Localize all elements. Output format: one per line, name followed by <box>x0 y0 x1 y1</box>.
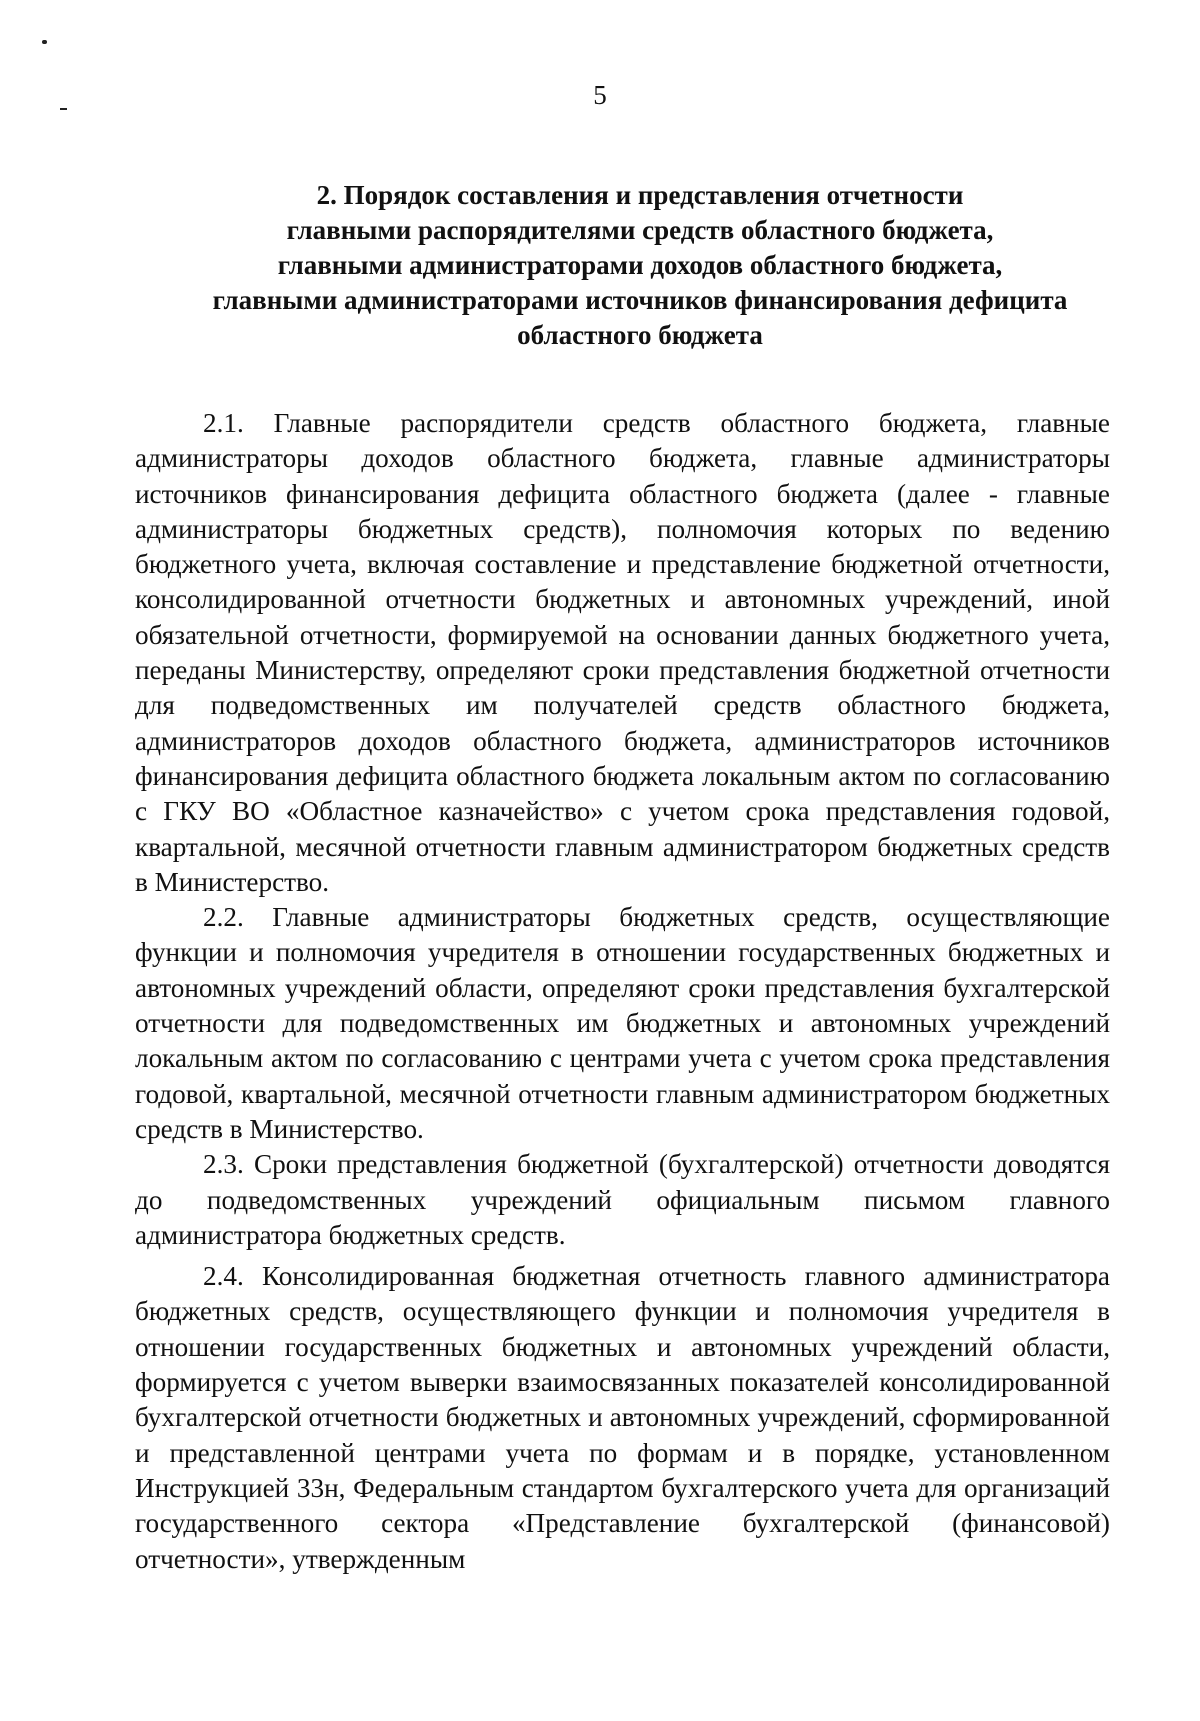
body-text <box>135 406 1110 1577</box>
section-title-line: главными администраторами источников финансирования дефицита <box>212 285 1068 315</box>
paragraph-2-3: 2.3. Сроки представления бюджетной (бухгалтерской) отчетности доводятся до подведомственных учреждений официальным письмом главного администратора бюджетных средств. <box>135 1149 1110 1250</box>
page-number: 5 <box>593 80 607 110</box>
section-title-line: областного бюджета <box>517 320 763 350</box>
section-title <box>180 178 1100 353</box>
section-title-line: 2. Порядок составления и представления отчетности <box>316 180 964 210</box>
scan-speck <box>42 40 47 44</box>
paragraph-2-1: 2.1. Главные распорядители средств областного бюджета, главные администраторы доходов областного бюджета, главные администраторы источников финансирования дефицита областного бюджета (далее - главные администраторы бюджетных средств), полномочия которых по ведению бюджетного учета, включая составление и представление бюджетной отчетности, консолидированной отчетности бюджетных и автономных учреждений, иной обязательной отчетности, формируемой на основании данных бюджетного учета, переданы Министерству, определяют сроки представления бюджетной отчетности для подведомственных им получателей средств областного бюджета, администраторов доходов областного бюджета, администраторов источников финансирования дефицита областного бюджета локальным актом по согласованию с ГКУ ВО «Областное казначейство» с учетом срока представления годовой, квартальной, месячной отчетности главным администратором бюджетных средств в Министерство. <box>135 408 1110 897</box>
paragraph-2-2: 2.2. Главные администраторы бюджетных средств, осуществляющие функции и полномочия учредителя в отношении государственных бюджетных и автономных учреждений области, определяют сроки представления бухгалтерской отчетности для подведомственных им бюджетных и автономных учреждений локальным актом по согласованию с центрами учета с учетом срока представления годовой, квартальной, месячной отчетности главным администратором бюджетных средств в Министерство. <box>135 902 1110 1144</box>
paragraph-2-4: 2.4. Консолидированная бюджетная отчетность главного администратора бюджетных средств, осуществляющего функции и полномочия учредителя в отношении государственных бюджетных и автономных учреждений области, формируется с учетом выверки взаимосвязанных показателей консолидированной бухгалтерской отчетности бюджетных и автономных учреждений, сформированной и представленной центрами учета по формам и в порядке, установленном Инструкцией 33н, Федеральным стандартом бухгалтерского учета для организаций государственного сектора «Представление бухгалтерской (финансовой) отчетности», утвержденным <box>135 1261 1110 1574</box>
section-title-line: главными распорядителями средств областного бюджета, <box>286 215 994 245</box>
section-title-line: главными администраторами доходов областного бюджета, <box>277 250 1003 280</box>
